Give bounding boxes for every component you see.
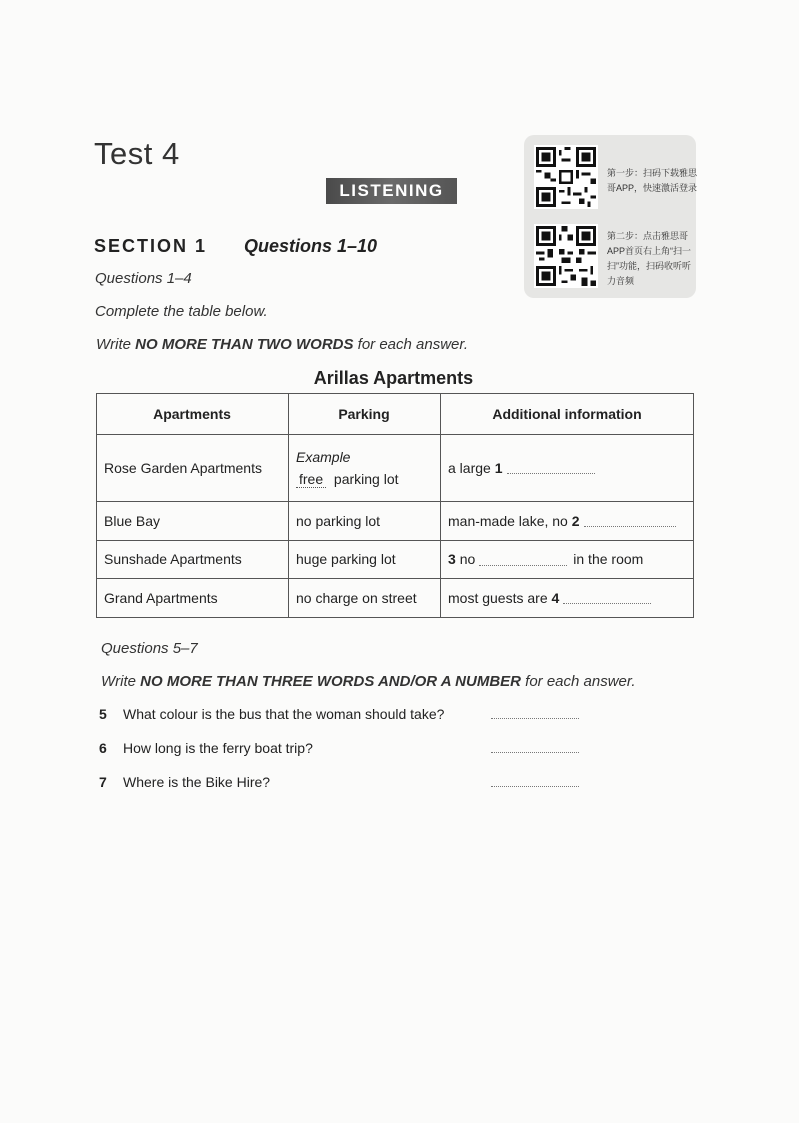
word-limit-instruction-2 [101,673,636,690]
row2-apartment: Blue Bay [104,512,161,529]
row3-info [440,540,694,578]
example-label: Example [296,448,351,465]
question-number: 2 [571,512,580,529]
question-7-text: Where is the Bike Hire? [123,774,271,790]
example-answer-line [296,471,399,487]
answer-blank-3[interactable] [479,553,567,566]
qr-code-audio[interactable] [534,224,598,288]
example-rest: parking lot [333,470,399,487]
header-additional-information: Additional information [492,405,642,422]
complete-table-instruction: Complete the table below. [95,303,268,320]
question-6-text: How long is the ferry boat trip? [123,740,313,756]
question-number-5: 5 [99,706,107,722]
row3-info-prefix: no [459,551,476,567]
question-number: 3 [448,551,456,567]
row2-info [440,501,694,540]
table-title [0,368,799,389]
answer-blank-6[interactable] [491,752,579,753]
test-title: Test 4 [94,136,180,171]
question-number-7: 7 [99,774,107,790]
row1-info-prefix: a large [448,459,491,476]
apartments-table [96,393,694,618]
write-prefix: Write [101,673,141,690]
write-suffix: for each answer. [353,336,468,353]
write-suffix: for each answer. [521,673,636,690]
qr-code-download[interactable] [534,145,598,209]
row3-parking: huge parking lot [296,551,396,567]
row1-info [440,434,694,501]
header-parking: Parking [338,405,390,422]
qr-panel [524,135,696,298]
answer-blank-1[interactable] [507,461,595,474]
row1-apartment: Rose Garden Apartments [104,459,262,476]
questions-1-4-label: Questions 1–4 [95,270,192,287]
question-number: 4 [551,589,560,606]
row2-parking: no parking lot [296,512,381,529]
answer-blank-2[interactable] [584,514,676,527]
qr-code-icon [536,147,596,207]
answer-blank-7[interactable] [491,786,579,787]
question-number: 1 [494,459,503,476]
write-prefix: Write [96,336,136,353]
row3-info-suffix: in the room [573,551,644,567]
section-title: SECTION 1 [94,236,208,256]
questions-5-7-label: Questions 5–7 [101,640,198,657]
question-5-text: What colour is the bus that the woman should take? [123,706,445,722]
word-limit: NO MORE THAN TWO WORDS [135,336,354,353]
qr-step1-text: 第一步：扫码下载雅思哥APP，快速激活登录 [607,168,698,193]
row4-info-prefix: most guests are [448,589,548,606]
row2-info-prefix: man-made lake, no [448,512,568,529]
row1-parking [288,434,440,501]
answer-blank-5[interactable] [491,718,579,719]
table-title-text: Arillas Apartments [313,368,474,388]
row4-apartment: Grand Apartments [104,589,218,606]
listening-badge: LISTENING [326,178,457,204]
qr-code-icon [536,226,596,286]
qr-step2-text: 第二步：点击雅思哥APP首页右上角“扫一扫”功能，扫码收听听力音频 [607,231,692,286]
example-answer: free [296,471,326,488]
word-limit: NO MORE THAN THREE WORDS AND/OR A NUMBER [140,673,521,690]
row4-parking: no charge on street [296,589,417,606]
row3-apartment: Sunshade Apartments [104,551,242,567]
row4-info [440,578,694,617]
section-questions: Questions 1–10 [244,236,378,256]
question-number-6: 6 [99,740,107,756]
word-limit-instruction [96,336,468,353]
answer-blank-4[interactable] [563,591,651,604]
header-apartments: Apartments [153,405,231,422]
